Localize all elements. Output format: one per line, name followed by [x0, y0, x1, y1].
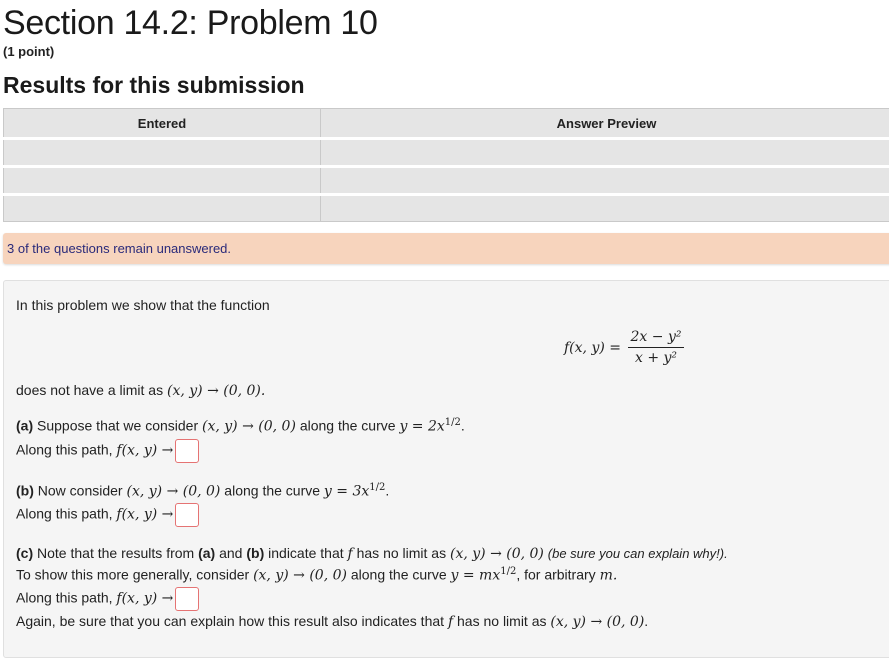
answer-input-b[interactable]	[175, 503, 199, 527]
column-header-answer-preview: Answer Preview	[321, 109, 889, 139]
part-c-again: Again, be sure that you can explain how this result also indicates that f has no limit as (x, y) → (0, 0).	[16, 613, 649, 630]
table-row	[4, 167, 889, 195]
part-c-line: (c) Note that the results from (a) and (b) indicate that f has no limit as (x, y) → (0, 0) (be sure you can explain why!).	[16, 545, 728, 562]
table-row	[4, 139, 889, 167]
problem-body	[3, 280, 889, 658]
part-b-path: Along this path, f(x, y) →	[16, 503, 199, 527]
function-fraction	[628, 329, 684, 366]
preview-cell	[321, 195, 889, 222]
preview-cell	[321, 167, 889, 195]
entered-cell	[4, 167, 321, 195]
unanswered-notice	[3, 233, 889, 264]
part-a-path: Along this path, f(x, y) →	[16, 439, 199, 463]
part-a-line: (a) Suppose that we consider (x, y) → (0, 0) along the curve $y = 2x^{1/2}$.	[16, 417, 465, 435]
results-heading: Results for this submission	[3, 72, 305, 98]
part-b-line: (b) Now consider (x, y) → (0, 0) along the curve $y = 3x^{1/2}$.	[16, 482, 390, 500]
entered-cell	[4, 195, 321, 222]
function-numerator: 2x − y²	[628, 329, 684, 348]
entered-cell	[4, 139, 321, 167]
part-c-path: Along this path, f(x, y) →	[16, 587, 199, 611]
preview-cell	[321, 139, 889, 167]
intro-text: In this problem we show that the function	[16, 297, 270, 313]
no-limit-line: does not have a limit as (x, y) → (0, 0).	[16, 382, 266, 399]
results-table	[3, 108, 889, 222]
table-row	[4, 195, 889, 222]
function-lhs: f(x, y) =	[564, 340, 621, 356]
part-c-general: To show this more generally, consider (x, y) → (0, 0) along the curve $y = mx^{1/2}$, for arbitrary m.	[16, 566, 618, 584]
column-header-entered: Entered	[4, 109, 321, 139]
function-denominator: x + y²	[634, 350, 678, 366]
notice-text: 3 of the questions remain unanswered.	[7, 241, 232, 256]
page-title: Section 14.2: Problem 10	[3, 4, 378, 42]
table-header-row	[4, 109, 889, 139]
answer-input-a[interactable]	[175, 439, 199, 463]
points-label: (1 point)	[3, 44, 55, 59]
answer-input-c[interactable]	[175, 587, 199, 611]
